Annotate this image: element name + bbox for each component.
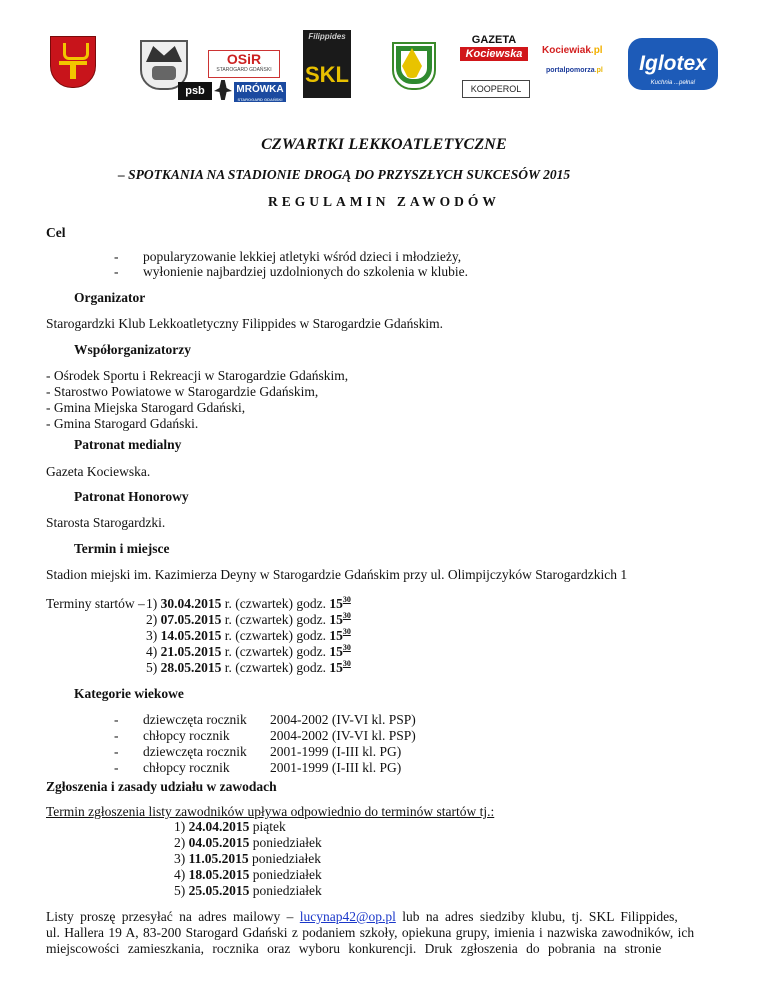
runner-figure-icon <box>214 80 232 100</box>
patronat-medialny-heading: Patronat medialny <box>74 437 182 452</box>
kategoria-years: 2001-1999 (I-III kl. PG) <box>270 744 402 759</box>
start-date-row: 3) 14.05.2015 r. (czwartek) godz. $15^{30}$ <box>146 626 351 643</box>
kategoria-dash: - <box>114 728 119 743</box>
kategoria-years: 2004-2002 (IV-VI kl. PSP) <box>270 712 416 727</box>
zgloszenia-heading: Zgłoszenia i zasady udziału w zawodach <box>46 779 277 794</box>
kategoria-dash: - <box>114 712 119 727</box>
start-date-row: 5) 28.05.2015 r. (czwartek) godz. $15^{30}$ <box>146 658 351 675</box>
organizator-heading: Organizator <box>74 290 146 305</box>
osir-logo: OSiR STAROGARD GDAŃSKI <box>208 50 280 78</box>
wspolorganizator-item: - Gmina Starogard Gdański. <box>46 416 199 431</box>
cel-item-2: wyłonienie najbardziej uzdolnionych do szkolenia w klubie. <box>143 264 469 279</box>
wspolorganizator-item: - Ośrodek Sportu i Rekreacji w Starogardzie Gdańskim, <box>46 368 349 383</box>
cel-dash-1: - <box>114 249 119 264</box>
email-link[interactable]: lucynap42@op.pl <box>299 909 396 924</box>
kategoria-dash: - <box>114 760 119 775</box>
iglotex-logo: Iglotex Kuchnia ...pełna! <box>628 38 718 90</box>
kategorie-heading: Kategorie wiekowe <box>74 686 184 701</box>
zgloszenia-paragraph-line3: miejscowości zamieszkania, rocznika oraz wyboru konkurencji. Druk zgłoszenia do pobrania na stronie <box>46 941 662 956</box>
deadline-row: 1) 24.04.2015 piątek <box>174 819 286 834</box>
gazeta-kociewska-logo: GAZETA Kociewska <box>460 34 528 64</box>
wspolorganizatorzy-heading: Współorganizatorzy <box>74 342 191 357</box>
zgloszenia-paragraph-line2: ul. Hallera 19 A, 83-200 Starogard Gdański z podaniem szkoły, opiekuna grupy, imienia i nazwiska zawodników, ich <box>46 925 695 940</box>
termin-heading: Termin i miejsce <box>74 541 170 556</box>
gmina-crest-logo <box>392 42 436 90</box>
start-date-row: 2) 07.05.2015 r. (czwartek) godz. $15^{30}$ <box>146 610 351 627</box>
zgloszenia-deadline-text: Termin zgłoszenia listy zawodników upływa odpowiednio do terminów startów tj.: <box>46 804 495 819</box>
portalpomorza-logo: portalpomorza.pl <box>546 67 603 74</box>
psb-logo: psb <box>178 82 212 100</box>
terminy-startow-label: Terminy startów – <box>46 596 145 611</box>
kategoria-years: 2004-2002 (IV-VI kl. PSP) <box>270 728 416 743</box>
deadline-row: 5) 25.05.2015 poniedziałek <box>174 883 322 898</box>
town-crest-logo <box>50 36 96 88</box>
cel-heading: Cel <box>46 225 66 240</box>
kategoria-years: 2001-1999 (I-III kl. PG) <box>270 760 402 775</box>
kategoria-dash: - <box>114 744 119 759</box>
deadline-row: 3) 11.05.2015 poniedziałek <box>174 851 321 866</box>
kategoria-name: dziewczęta rocznik <box>143 712 247 727</box>
wspolorganizator-item: - Gmina Miejska Starogard Gdański, <box>46 400 246 415</box>
document-title: CZWARTKI LEKKOATLETYCZNE <box>261 136 507 153</box>
zgloszenia-paragraph-line1: Listy proszę przesyłać na adres mailowy – lucynap42@op.pl lub na adres siedziby klubu, tj. SKL Filippides, <box>46 909 678 924</box>
patronat-honorowy-heading: Patronat Honorowy <box>74 489 189 504</box>
document-subtitle: – SPOTKANIA NA STADIONIE DROGĄ DO PRZYSZŁYCH SUKCESÓW 2015 <box>118 167 571 182</box>
wspolorganizator-item: - Starostwo Powiatowe w Starogardzie Gdańskim, <box>46 384 319 399</box>
deadline-row: 4) 18.05.2015 poniedziałek <box>174 867 322 882</box>
kategoria-name: chłopcy rocznik <box>143 760 230 775</box>
kooperol-logo: KOOPEROL <box>462 80 530 98</box>
mrowka-logo: MRÓWKA STAROGARD GDAŃSKI <box>234 82 286 102</box>
organizator-text: Starogardzki Klub Lekkoatletyczny Filippides w Starogardzie Gdańskim. <box>46 316 444 331</box>
skl-filippides-logo: Filippides SKL <box>303 30 351 98</box>
termin-place: Stadion miejski im. Kazimierza Deyny w Starogardzie Gdańskim przy ul. Olimpijczyków Starogardzkich 1 <box>46 567 628 582</box>
cel-item-1: popularyzowanie lekkiej atletyki wśród dzieci i młodzieży, <box>143 249 462 264</box>
patronat-medialny-text: Gazeta Kociewska. <box>46 464 151 479</box>
start-date-row: 1) 30.04.2015 r. (czwartek) godz. $15^{30}$ <box>146 594 351 611</box>
deadline-row: 2) 04.05.2015 poniedziałek <box>174 835 322 850</box>
regulamin-heading: REGULAMIN ZAWODÓW <box>268 194 500 209</box>
kategoria-name: chłopcy rocznik <box>143 728 230 743</box>
kategoria-name: dziewczęta rocznik <box>143 744 247 759</box>
kociewiak-logo: Kociewiak.pl <box>542 45 603 56</box>
cel-dash-2: - <box>114 264 119 279</box>
start-date-row: 4) 21.05.2015 r. (czwartek) godz. $15^{30}$ <box>146 642 351 659</box>
patronat-honorowy-text: Starosta Starogardzki. <box>46 515 166 530</box>
